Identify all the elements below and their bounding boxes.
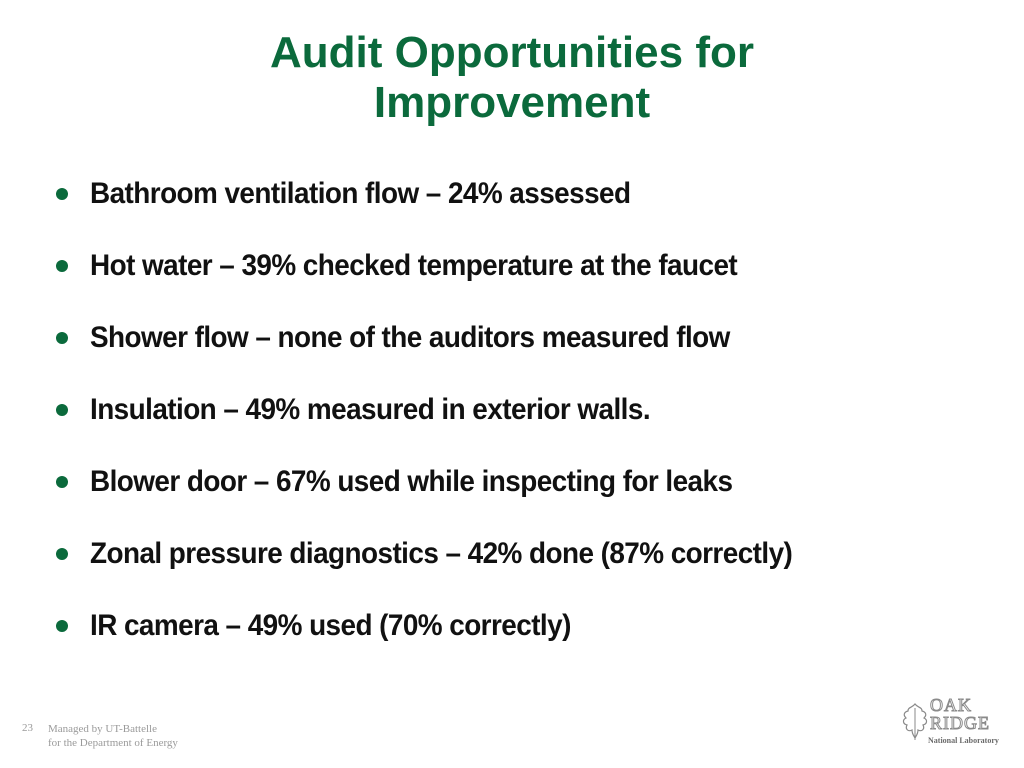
- bullet-text: Hot water – 39% checked temperature at the faucet: [90, 249, 738, 282]
- bullet-item: [52, 446, 845, 518]
- footer-managed-by: [48, 722, 178, 750]
- bullet-item: [52, 158, 845, 230]
- bullet-dot-icon: [56, 620, 68, 632]
- bullet-dot-icon: [56, 260, 68, 272]
- title-line-2: Improvement: [373, 78, 651, 127]
- slide-number: 23: [22, 722, 33, 734]
- bullet-item: [52, 230, 845, 302]
- bullet-dot-icon: [56, 476, 68, 488]
- bullet-text: IR camera – 49% used (70% correctly): [90, 609, 571, 642]
- bullet-text: Insulation – 49% measured in exterior walls.: [90, 393, 651, 426]
- bullet-text: Blower door – 67% used while inspecting for leaks: [90, 465, 733, 498]
- bullet-dot-icon: [56, 188, 68, 200]
- logo-word-oak: OAK: [930, 695, 972, 715]
- slide-title: [0, 28, 1024, 128]
- footer-line-1: Managed by UT-Battelle: [48, 723, 157, 735]
- oak-ridge-logo: [900, 696, 1004, 750]
- bullet-dot-icon: [56, 548, 68, 560]
- bullet-list: [52, 158, 845, 662]
- bullet-item: [52, 590, 845, 662]
- logo-subtitle: National Laboratory: [928, 736, 999, 745]
- bullet-item: [52, 302, 845, 374]
- title-line-1: Audit Opportunities for: [270, 28, 754, 77]
- bullet-item: [52, 374, 845, 446]
- bullet-text: Bathroom ventilation flow – 24% assessed: [90, 177, 631, 210]
- bullet-item: [52, 518, 845, 590]
- bullet-text: Zonal pressure diagnostics – 42% done (87% correctly): [90, 537, 793, 570]
- footer-line-2: for the Department of Energy: [48, 737, 178, 749]
- logo-word-ridge: RIDGE: [930, 713, 990, 733]
- oak-leaf-icon: [900, 702, 930, 742]
- bullet-dot-icon: [56, 332, 68, 344]
- bullet-text: Shower flow – none of the auditors measured flow: [90, 321, 730, 354]
- bullet-dot-icon: [56, 404, 68, 416]
